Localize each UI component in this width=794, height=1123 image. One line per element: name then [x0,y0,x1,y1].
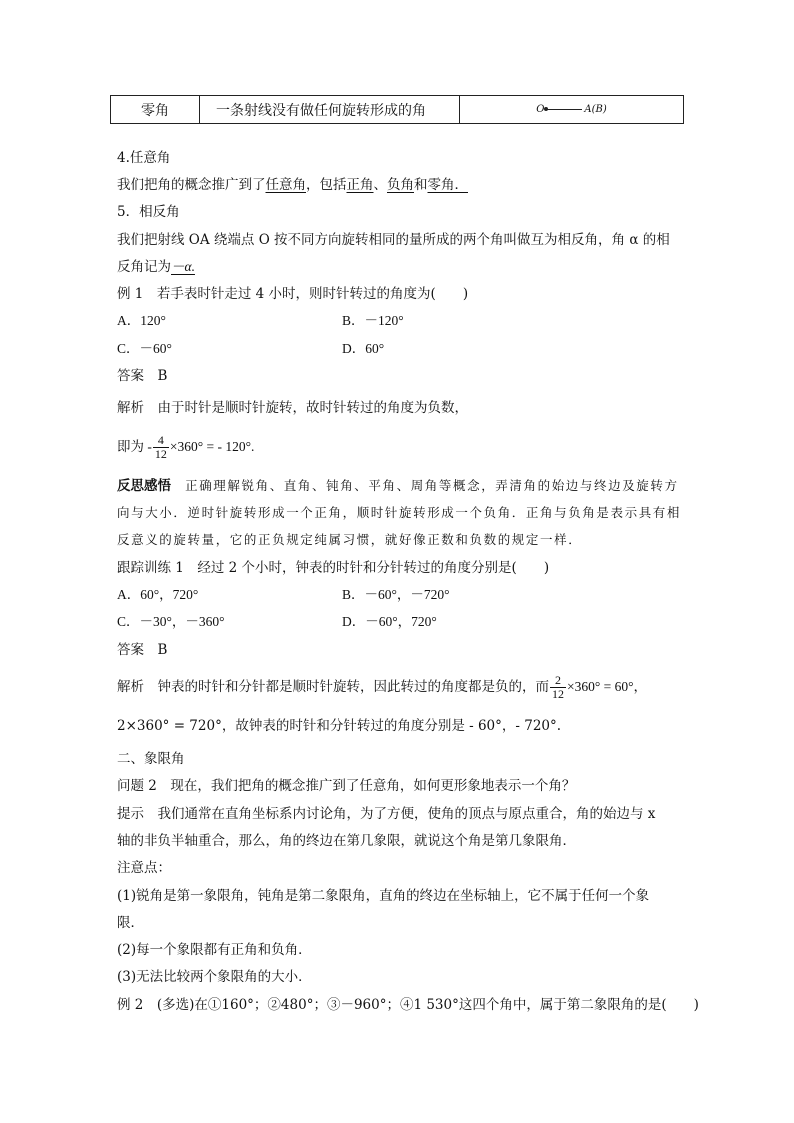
table-row [111,96,684,124]
training1-analysis-line2: 2×360° = 720°，故钟表的时针和分针转过的角度分别是 - 60°，- 720°. [117,718,562,734]
note2: (2)每一个象限都有正角和负角． [117,942,312,958]
fraction: $\frac{2}{12}$ [552,673,564,701]
note3: (3)无法比较两个象限角的大小． [117,969,312,985]
example1-analysis: 解析 由于时针是顺时针旋转，故时针转过的角度为负数， [117,400,468,416]
term-positive-angle: 正角 [346,177,374,193]
training1-answer: 答案 B [117,642,168,658]
example1-answer: 答案 B [117,368,168,384]
part2-heading: 二、象限角 [117,751,185,767]
example2-question: 例 2 (多选)在①160°；②480°；③－960°；④1 530°这四个角中，属于第二象限角的是( ) [117,997,699,1013]
definition-table [110,95,684,124]
section5-line2: 反角记为－α. [117,259,195,275]
hint-line2: 轴的非负半轴重合，那么，角的终边在第几象限，就说这个角是第几象限角． [117,833,576,849]
term-opposite-angle: －α. [171,259,195,274]
example1-option-c: C．－60° [117,341,172,356]
note1-line1: (1)锐角是第一象限角，钝角是第二象限角，直角的终边在坐标轴上，它不属于任何一个象 [117,888,650,904]
term-any-angle: 任意角 [265,177,306,193]
figure-label-ab: A(B) [584,104,607,115]
example1-question: 例 1 若手表时针走过 4 小时，则时针转过的角度为( ) [117,286,469,302]
ray-figure [546,109,582,110]
section4-line: 我们把角的概念推广到了任意角，包括正角、负角和零角． [117,177,468,193]
reflection-label: 反思感悟 [117,478,171,494]
section5-heading: 5．相反角 [117,204,180,220]
training1-option-b: B．－60°，－720° [342,587,450,602]
term-cell: 零角 [111,96,200,124]
figure-cell [460,96,684,124]
reflection-line2: 向与大小．逆时针旋转形成一个正角，顺时针旋转形成一个负角．正角与负角是表示具有相 [117,505,682,520]
section4-heading: 4.任意角 [117,150,171,166]
example1-option-d: D．60° [342,341,385,356]
fraction: $\frac{4}{12}$ [154,433,167,462]
figure-label-o: O [536,104,545,115]
reflection-line3: 反意义的旋转量，它的正负规定纯属习惯，就好像正数和负数的规定一样． [117,532,583,547]
term-zero-angle: 零角． [427,177,468,193]
question2: 问题 2 现在，我们把角的概念推广到了任意角，如何更形象地表示一个角？ [117,778,576,794]
training1-option-d: D．－60°，720° [342,614,437,629]
reflection-line1: 反思感悟 正确理解锐角、直角、钝角、平角、周角等概念，弄清角的始边与终边及旋转方 [117,478,679,494]
definition-cell: 一条射线没有做任何旋转形成的角 [200,96,460,124]
training1-option-c: C．－30°，－360° [117,614,225,629]
hint-line1: 提示 我们通常在直角坐标系内讨论角，为了方便，使角的顶点与原点重合，角的始边与 x [117,806,656,822]
example1-option-a: A．120° [117,313,166,328]
example1-option-b: B．－120° [342,313,404,328]
notes-title: 注意点： [117,860,171,876]
note1-line2: 限． [117,915,144,931]
section5-line1: 我们把射线 OA 绕端点 O 按不同方向旋转相同的量所成的两个角叫做互为相反角，角 α 的相 [117,232,670,248]
term-negative-angle: 负角 [387,177,414,193]
training1-analysis: 解析 钟表的时针和分针都是顺时针旋转，因此转过的角度都是负的，而 $\frac{2}{12}$ ×360° = 60°， [117,673,648,701]
training1-question: 跟踪训练 1 经过 2 个小时，钟表的时针和分针转过的角度分别是( ) [117,560,550,576]
example1-calc: 即为 - $\frac{4}{12}$ ×360° = - 120°. [117,433,255,462]
training1-option-a: A．60°，720° [117,587,199,602]
